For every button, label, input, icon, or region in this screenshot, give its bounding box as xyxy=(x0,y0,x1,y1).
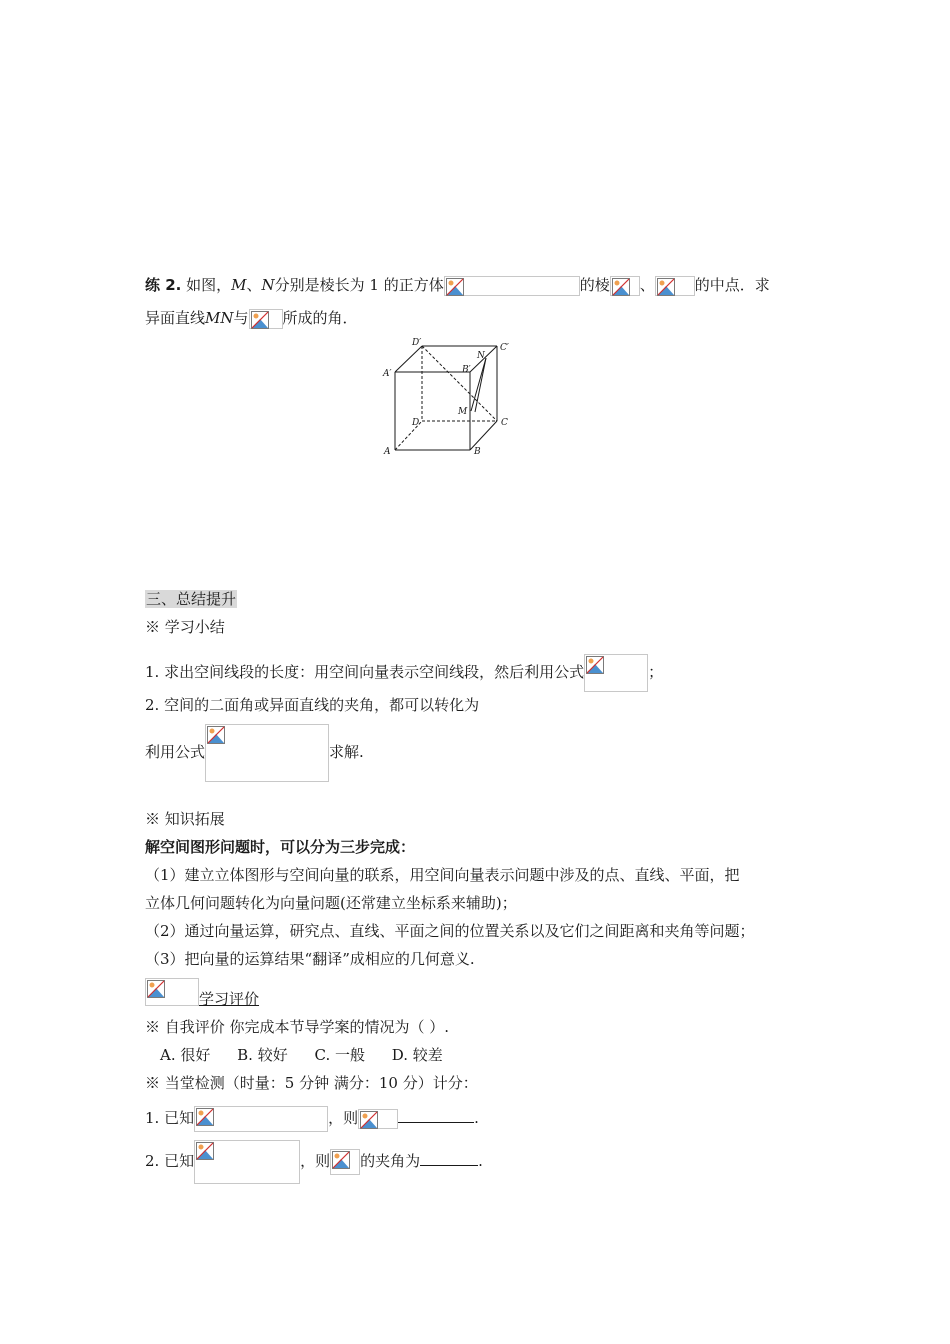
formula-image xyxy=(249,309,283,329)
exercise-text: 分别是棱长为 1 的正方体 xyxy=(274,276,444,294)
summary-text: 1. 求出空间线段的长度：用空间向量表示空间线段，然后利用公式 xyxy=(145,663,585,681)
separator: 、 xyxy=(639,276,655,294)
exercise-text: 异面直线 xyxy=(145,309,206,327)
self-eval-options xyxy=(160,1044,443,1066)
broken-image-icon xyxy=(612,278,630,296)
cube-figure xyxy=(375,336,525,460)
broken-image-icon xyxy=(147,980,165,998)
extension-step1-cont: 立体几何问题转化为向量问题(还常建立坐标系来辅助)； xyxy=(145,894,517,912)
exercise-text: 与 xyxy=(233,309,249,327)
broken-image-icon xyxy=(332,1151,350,1169)
quiz-title: ※ 当堂检测（时量：5 分钟 满分：10 分）计分： xyxy=(145,1074,478,1092)
formula-image xyxy=(194,1140,300,1184)
question-text: ，则 xyxy=(300,1152,331,1170)
summary-item-2: 2. 空间的二面角或异面直线的夹角，都可以转化为 xyxy=(145,696,480,714)
summary-text: 利用公式 xyxy=(145,743,206,761)
quiz-question-1 xyxy=(145,1106,479,1132)
point-label-m: M xyxy=(458,407,468,417)
exercise-text: 的中点．求 xyxy=(694,276,770,294)
summary-text: ； xyxy=(648,663,664,681)
question-text: 的夹角为 xyxy=(360,1152,421,1170)
exercise2-line2 xyxy=(145,307,358,329)
section-title: 三、总结提升 xyxy=(146,590,237,608)
question-text: 2. 已知 xyxy=(145,1152,195,1170)
question-text: 1. 已知 xyxy=(145,1109,195,1127)
point-m: M xyxy=(231,276,247,294)
formula-image xyxy=(358,1109,398,1129)
answer-blank[interactable] xyxy=(420,1151,478,1166)
extension-step1: （1）建立立体图形与空间向量的联系，用空间向量表示问题中涉及的点、直线、平面，把 xyxy=(145,866,740,884)
exercise-text: 如图， xyxy=(186,276,232,294)
broken-image-icon xyxy=(196,1108,214,1126)
quiz-question-2 xyxy=(145,1140,483,1184)
answer-blank[interactable] xyxy=(398,1108,474,1123)
vertex-label-d: D xyxy=(412,418,420,428)
formula-image xyxy=(584,654,648,692)
vertex-label-b: B xyxy=(474,447,481,457)
question-text: . xyxy=(474,1109,479,1127)
summary-text: 求解. xyxy=(329,743,364,761)
extension-title: ※ 知识拓展 xyxy=(145,810,225,828)
separator: 、 xyxy=(246,276,262,294)
question-text: ，则 xyxy=(328,1109,359,1127)
formula-image xyxy=(145,978,199,1006)
formula-image xyxy=(655,276,695,296)
broken-image-icon xyxy=(446,278,464,296)
vertex-label-a1: A′ xyxy=(383,369,392,379)
extension-bold-line: 解空间图形问题时，可以分为三步完成： xyxy=(145,838,416,856)
exercise2-line1 xyxy=(145,274,770,296)
summary-item-1 xyxy=(145,654,663,692)
segment-mn: MN xyxy=(205,309,234,327)
exercise-text: 所成的角． xyxy=(282,309,358,327)
option-c[interactable]: C. 一般 xyxy=(314,1046,365,1064)
vertex-label-a: A xyxy=(384,447,391,457)
formula-image xyxy=(330,1149,360,1175)
vertex-label-c: C xyxy=(501,418,508,428)
broken-image-icon xyxy=(360,1111,378,1129)
formula-image xyxy=(444,276,580,296)
evaluation-title: 学习评价 xyxy=(199,990,260,1008)
vertex-label-b1: B′ xyxy=(462,365,471,375)
evaluation-heading xyxy=(145,978,259,1006)
broken-image-icon xyxy=(657,278,675,296)
option-b[interactable]: B. 较好 xyxy=(237,1046,288,1064)
broken-image-icon xyxy=(196,1142,214,1160)
extension-step2: （2）通过向量运算，研究点、直线、平面之间的位置关系以及它们之间距离和夹角等问题； xyxy=(145,922,755,940)
vertex-label-c1: C′ xyxy=(500,343,509,353)
formula-image xyxy=(205,724,329,782)
broken-image-icon xyxy=(586,656,604,674)
formula-image xyxy=(610,276,640,296)
broken-image-icon xyxy=(207,726,225,744)
exercise-text: 的棱 xyxy=(579,276,610,294)
broken-image-icon xyxy=(251,311,269,329)
point-label-n: N xyxy=(477,351,485,361)
summary-item-2-cont xyxy=(145,724,364,782)
section-heading xyxy=(145,588,237,610)
vertex-label-d1: D′ xyxy=(412,338,422,348)
option-d[interactable]: D. 较差 xyxy=(391,1046,443,1064)
extension-step3: （3）把向量的运算结果“翻译”成相应的几何意义. xyxy=(145,950,475,968)
self-evaluation: ※ 自我评价 你完成本节导学案的情况为（ ）. xyxy=(145,1018,450,1036)
option-a[interactable]: A. 很好 xyxy=(160,1046,211,1064)
study-summary-title: ※ 学习小结 xyxy=(145,618,225,636)
point-n: N xyxy=(261,276,275,294)
question-text: . xyxy=(478,1152,483,1170)
formula-image xyxy=(194,1106,328,1132)
exercise-label: 练 2. xyxy=(145,276,182,294)
